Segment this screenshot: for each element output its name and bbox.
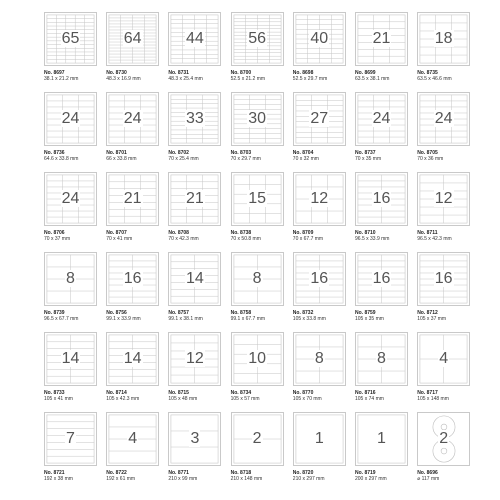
label-dimensions: ⌀ 117 mm bbox=[417, 476, 440, 482]
label-dimensions: 210 x 297 mm bbox=[292, 476, 325, 482]
product-number: No. 8738 bbox=[230, 230, 252, 236]
product-number: No. 8701 bbox=[106, 150, 127, 156]
product-number: No. 8771 bbox=[168, 470, 189, 476]
label-dimensions: 99.1 x 33.9 mm bbox=[106, 316, 141, 322]
labels-per-sheet-count bbox=[169, 191, 220, 207]
labels-per-sheet-value: 30 bbox=[248, 110, 266, 127]
label-dimensions: 96.5 x 67.7 mm bbox=[44, 316, 79, 322]
labels-per-sheet-count bbox=[45, 191, 96, 207]
labels-per-sheet-value: 24 bbox=[434, 110, 453, 127]
product-number: No. 8737 bbox=[355, 150, 376, 156]
labels-per-sheet-count bbox=[294, 31, 345, 47]
label-sheet-thumbnail bbox=[355, 412, 408, 466]
labels-per-sheet-value: 8 bbox=[377, 350, 386, 367]
label-dimensions: 70 x 42.3 mm bbox=[168, 236, 199, 242]
label-sheet-thumbnail bbox=[293, 332, 346, 386]
labels-per-sheet-value: 1 bbox=[314, 430, 324, 447]
label-dimensions: 105 x 148 mm bbox=[417, 396, 449, 402]
labels-per-sheet-value: 4 bbox=[128, 430, 138, 447]
product-number: No. 8714 bbox=[106, 390, 127, 396]
label-sheet-thumbnail bbox=[355, 12, 408, 66]
product-number: No. 8715 bbox=[168, 390, 189, 396]
labels-per-sheet-count bbox=[232, 271, 283, 287]
product-number: No. 8757 bbox=[168, 310, 189, 316]
label-dimensions: 70 x 32 mm bbox=[292, 156, 319, 162]
labels-per-sheet-count bbox=[107, 111, 158, 127]
labels-per-sheet-count bbox=[45, 271, 96, 287]
labels-per-sheet-value: 24 bbox=[123, 110, 142, 127]
labels-per-sheet-count bbox=[107, 31, 158, 47]
labels-per-sheet-value: 24 bbox=[372, 110, 391, 127]
product-number: No. 8735 bbox=[417, 70, 438, 76]
label-sheet-thumbnail bbox=[44, 332, 97, 386]
label-dimensions: 38.1 x 21.2 mm bbox=[44, 76, 79, 82]
labels-per-sheet-count bbox=[232, 431, 283, 447]
labels-per-sheet-value: 40 bbox=[310, 30, 329, 47]
label-sheet-thumbnail bbox=[293, 252, 346, 306]
label-dimensions: 70 x 50.8 mm bbox=[230, 236, 261, 242]
labels-per-sheet-count bbox=[169, 31, 220, 47]
label-dimensions: 52.5 x 29.7 mm bbox=[292, 76, 328, 82]
labels-per-sheet-value: 16 bbox=[310, 270, 329, 287]
label-dimensions: 70 x 35 mm bbox=[355, 156, 382, 162]
label-sheet-thumbnail bbox=[168, 172, 221, 226]
label-sheet-thumbnail bbox=[417, 332, 470, 386]
label-dimensions: 70 x 41 mm bbox=[106, 236, 133, 242]
labels-per-sheet-count bbox=[294, 191, 345, 207]
label-sheet-thumbnail bbox=[293, 92, 346, 146]
labels-per-sheet-count bbox=[45, 351, 96, 367]
labels-per-sheet-value: 16 bbox=[372, 270, 391, 287]
labels-per-sheet-count bbox=[356, 431, 407, 447]
labels-per-sheet-count bbox=[418, 31, 469, 47]
label-sheet-thumbnail bbox=[106, 172, 159, 226]
labels-per-sheet-value: 8 bbox=[66, 270, 75, 287]
label-dimensions: 105 x 70 mm bbox=[292, 396, 322, 402]
labels-per-sheet-count bbox=[356, 351, 407, 367]
label-sheet-thumbnail bbox=[293, 12, 346, 66]
label-dimensions: 99.1 x 38.1 mm bbox=[168, 316, 203, 322]
labels-per-sheet-count bbox=[418, 351, 469, 367]
label-sheet-thumbnail bbox=[106, 92, 159, 146]
label-dimensions: 63.5 x 46.6 mm bbox=[417, 76, 452, 82]
labels-per-sheet-value: 64 bbox=[123, 30, 142, 47]
labels-per-sheet-count bbox=[107, 271, 158, 287]
product-number: No. 8756 bbox=[106, 310, 127, 316]
product-number: No. 8758 bbox=[230, 310, 252, 316]
product-number: No. 8732 bbox=[292, 310, 314, 316]
product-number: No. 8718 bbox=[230, 470, 252, 476]
label-sheet-thumbnail bbox=[417, 252, 470, 306]
label-dimensions: 52.5 x 21.2 mm bbox=[230, 76, 266, 82]
labels-per-sheet-value: 14 bbox=[185, 270, 204, 287]
label-dimensions: 70 x 36 mm bbox=[417, 156, 444, 162]
labels-per-sheet-value: 21 bbox=[372, 30, 391, 47]
label-sheet-thumbnail bbox=[231, 172, 284, 226]
label-dimensions: 99.1 x 67.7 mm bbox=[230, 316, 266, 322]
labels-per-sheet-value: 1 bbox=[377, 430, 386, 447]
labels-per-sheet-value: 24 bbox=[61, 190, 80, 207]
product-number: No. 8700 bbox=[230, 70, 252, 76]
product-number: No. 8739 bbox=[44, 310, 65, 316]
labels-per-sheet-count bbox=[45, 431, 96, 447]
label-sheet-thumbnail bbox=[293, 412, 346, 466]
labels-per-sheet-value: 18 bbox=[434, 30, 453, 47]
labels-per-sheet-count bbox=[356, 191, 407, 207]
product-number: No. 8720 bbox=[292, 470, 314, 476]
labels-per-sheet-value: 7 bbox=[66, 430, 75, 447]
labels-per-sheet-count bbox=[294, 431, 345, 447]
labels-per-sheet-value: 8 bbox=[252, 270, 262, 287]
labels-per-sheet-count bbox=[232, 111, 283, 127]
label-dimensions: 70 x 29.7 mm bbox=[230, 156, 261, 162]
labels-per-sheet-value: 33 bbox=[185, 110, 204, 127]
label-dimensions: 105 x 33.8 mm bbox=[292, 316, 326, 322]
label-dimensions: 200 x 297 mm bbox=[355, 476, 387, 482]
label-sheet-thumbnail bbox=[44, 12, 97, 66]
label-dimensions: 96.5 x 33.9 mm bbox=[355, 236, 390, 242]
labels-per-sheet-count bbox=[169, 111, 220, 127]
labels-per-sheet-value: 10 bbox=[248, 350, 266, 367]
product-number: No. 8712 bbox=[417, 310, 438, 316]
label-sheet-thumbnail bbox=[231, 252, 284, 306]
labels-per-sheet-count bbox=[418, 431, 469, 447]
label-sheet-thumbnail bbox=[355, 332, 408, 386]
label-sheet-thumbnail bbox=[168, 332, 221, 386]
labels-per-sheet-value: 12 bbox=[310, 190, 329, 207]
labels-per-sheet-count bbox=[232, 351, 283, 367]
product-number: No. 8717 bbox=[417, 390, 438, 396]
labels-per-sheet-value: 4 bbox=[439, 350, 449, 367]
product-number: No. 8697 bbox=[44, 70, 65, 76]
label-sheet-thumbnail bbox=[355, 92, 408, 146]
label-dimensions: 105 x 48 mm bbox=[168, 396, 198, 402]
labels-per-sheet-count bbox=[294, 351, 345, 367]
label-sheet-thumbnail bbox=[355, 172, 408, 226]
label-sheet-thumbnail bbox=[168, 412, 221, 466]
labels-per-sheet-value: 3 bbox=[190, 430, 200, 447]
label-sheet-thumbnail bbox=[44, 412, 97, 466]
labels-per-sheet-value: 12 bbox=[434, 190, 453, 207]
label-sheet-thumbnail bbox=[231, 412, 284, 466]
product-number: No. 8719 bbox=[355, 470, 376, 476]
label-dimensions: 105 x 74 mm bbox=[355, 396, 384, 402]
label-dimensions: 105 x 42.3 mm bbox=[106, 396, 140, 402]
product-number: No. 8721 bbox=[44, 470, 65, 476]
labels-per-sheet-value: 21 bbox=[185, 190, 204, 207]
labels-per-sheet-count bbox=[107, 351, 158, 367]
product-number: No. 8722 bbox=[106, 470, 127, 476]
product-number: No. 8711 bbox=[417, 230, 438, 236]
labels-per-sheet-count bbox=[169, 431, 220, 447]
labels-per-sheet-value: 16 bbox=[123, 270, 142, 287]
labels-per-sheet-value: 16 bbox=[372, 190, 391, 207]
product-number: No. 8770 bbox=[292, 390, 314, 396]
labels-per-sheet-count bbox=[356, 111, 407, 127]
labels-per-sheet-value: 16 bbox=[434, 270, 453, 287]
label-dimensions: 96.5 x 42.3 mm bbox=[417, 236, 452, 242]
labels-per-sheet-value: 24 bbox=[61, 110, 80, 127]
label-sheet-thumbnail bbox=[417, 12, 470, 66]
label-sheet-thumbnail bbox=[44, 92, 97, 146]
labels-per-sheet-value: 56 bbox=[248, 30, 266, 47]
product-number: No. 8705 bbox=[417, 150, 438, 156]
label-dimensions: 70 x 67.7 mm bbox=[292, 236, 324, 242]
product-number: No. 8734 bbox=[230, 390, 252, 396]
label-dimensions: 64.6 x 33.8 mm bbox=[44, 156, 79, 162]
product-number: No. 8736 bbox=[44, 150, 65, 156]
labels-per-sheet-count bbox=[107, 431, 158, 447]
label-sheet-thumbnail bbox=[355, 252, 408, 306]
labels-per-sheet-count bbox=[107, 191, 158, 207]
labels-per-sheet-count bbox=[418, 271, 469, 287]
labels-per-sheet-count bbox=[45, 31, 96, 47]
label-sheet-thumbnail bbox=[417, 412, 470, 466]
product-number: No. 8702 bbox=[168, 150, 189, 156]
product-number: No. 8704 bbox=[292, 150, 314, 156]
labels-per-sheet-count bbox=[232, 31, 283, 47]
label-sheet-thumbnail bbox=[231, 332, 284, 386]
label-sheet-thumbnail bbox=[106, 332, 159, 386]
product-number: No. 8707 bbox=[106, 230, 127, 236]
product-number: No. 8710 bbox=[355, 230, 376, 236]
label-dimensions: 192 x 38 mm bbox=[44, 476, 73, 482]
label-sheet-thumbnail bbox=[106, 412, 159, 466]
product-number: No. 8730 bbox=[106, 70, 127, 76]
product-number: No. 8731 bbox=[168, 70, 189, 76]
labels-per-sheet-value: 8 bbox=[314, 350, 324, 367]
labels-per-sheet-count bbox=[169, 271, 220, 287]
labels-per-sheet-count bbox=[356, 271, 407, 287]
labels-per-sheet-value: 14 bbox=[61, 350, 80, 367]
product-number: No. 8733 bbox=[44, 390, 65, 396]
product-number: No. 8698 bbox=[292, 70, 314, 76]
labels-per-sheet-value: 44 bbox=[185, 30, 204, 47]
label-dimensions: 105 x 35 mm bbox=[355, 316, 384, 322]
label-dimensions: 210 x 99 mm bbox=[168, 476, 198, 482]
label-dimensions: 70 x 25.4 mm bbox=[168, 156, 199, 162]
label-dimensions: 48.3 x 25.4 mm bbox=[168, 76, 203, 82]
labels-per-sheet-value: 2 bbox=[252, 430, 262, 447]
labels-per-sheet-count bbox=[232, 191, 283, 207]
label-sheet-thumbnail bbox=[417, 172, 470, 226]
cd-hole-outline bbox=[441, 424, 447, 430]
labels-per-sheet-value: 2 bbox=[439, 430, 449, 447]
labels-per-sheet-count bbox=[169, 351, 220, 367]
labels-per-sheet-value: 27 bbox=[310, 110, 329, 127]
product-number: No. 8759 bbox=[355, 310, 376, 316]
label-sheet-thumbnail bbox=[168, 252, 221, 306]
labels-per-sheet-value: 65 bbox=[61, 30, 80, 47]
label-dimensions: 48.3 x 16.9 mm bbox=[106, 76, 141, 82]
labels-per-sheet-count bbox=[356, 31, 407, 47]
label-sheet-thumbnail bbox=[44, 252, 97, 306]
labels-per-sheet-count bbox=[45, 111, 96, 127]
label-sheet-thumbnail bbox=[417, 92, 470, 146]
labels-per-sheet-value: 14 bbox=[123, 350, 142, 367]
labels-per-sheet-count bbox=[418, 111, 469, 127]
label-sheet-thumbnail bbox=[168, 92, 221, 146]
label-sheet-thumbnail bbox=[293, 172, 346, 226]
label-dimensions: 105 x 37 mm bbox=[417, 316, 447, 322]
label-dimensions: 210 x 148 mm bbox=[230, 476, 263, 482]
labels-per-sheet-value: 15 bbox=[248, 190, 266, 207]
label-dimensions: 105 x 57 mm bbox=[230, 396, 260, 402]
label-sheet-thumbnail bbox=[231, 12, 284, 66]
product-number: No. 8708 bbox=[168, 230, 189, 236]
labels-per-sheet-count bbox=[418, 191, 469, 207]
labels-per-sheet-count bbox=[294, 111, 345, 127]
product-number: No. 8716 bbox=[355, 390, 376, 396]
label-sheet-thumbnail bbox=[44, 172, 97, 226]
label-sheet-thumbnail bbox=[231, 92, 284, 146]
labels-per-sheet-value: 21 bbox=[123, 190, 142, 207]
labels-per-sheet-value: 12 bbox=[185, 350, 204, 367]
product-number: No. 8699 bbox=[355, 70, 376, 76]
label-dimensions: 105 x 41 mm bbox=[44, 396, 73, 402]
label-dimensions: 70 x 37 mm bbox=[44, 236, 71, 242]
label-sheet-thumbnail bbox=[106, 12, 159, 66]
label-dimensions: 66 x 33.8 mm bbox=[106, 156, 137, 162]
label-dimensions: 63.5 x 38.1 mm bbox=[355, 76, 390, 82]
product-number: No. 8696 bbox=[417, 470, 438, 476]
label-sheet-thumbnail bbox=[106, 252, 159, 306]
cd-hole-outline bbox=[441, 448, 447, 454]
labels-per-sheet-count bbox=[294, 271, 345, 287]
product-number: No. 8709 bbox=[292, 230, 314, 236]
label-dimensions: 192 x 61 mm bbox=[106, 476, 136, 482]
product-number: No. 8703 bbox=[230, 150, 252, 156]
product-number: No. 8706 bbox=[44, 230, 65, 236]
label-sheet-thumbnail bbox=[168, 12, 221, 66]
